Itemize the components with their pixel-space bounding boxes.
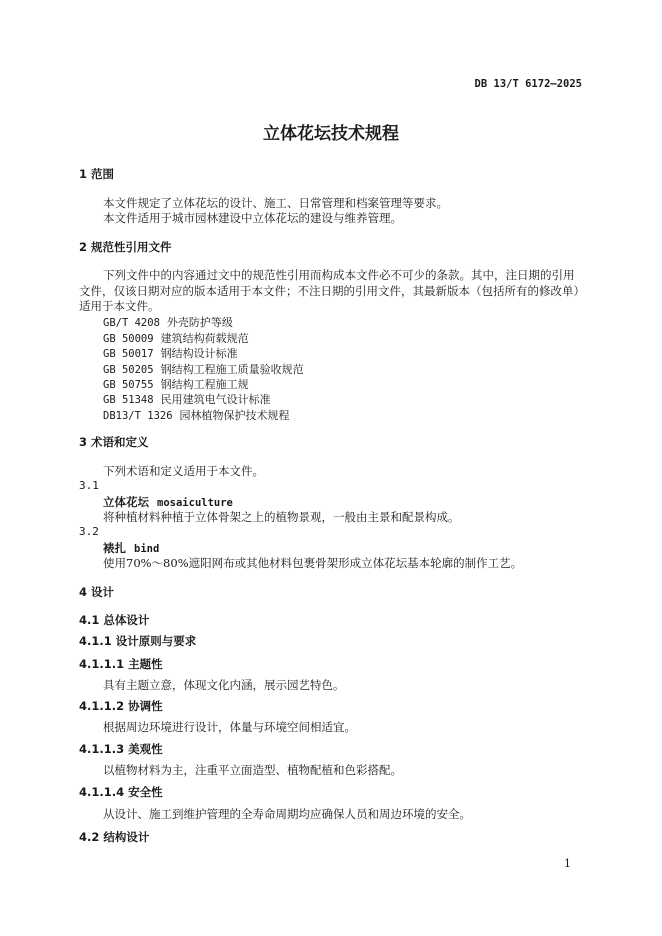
paragraph: 根据周边环境进行设计，体量与环境空间相适宜。 [103,720,356,734]
section-heading-design: 4 设计 [79,585,115,599]
clause-heading: 4.1.1.4 安全性 [79,785,163,799]
page-number: 1 [564,857,571,870]
term-number: 3.1 [79,479,99,492]
reference-title: 建筑结构荷载规范 [160,332,249,345]
paragraph: 从设计、施工到维护管理的全寿命周期均应确保人员和周边环境的安全。 [103,807,471,821]
subsection-heading: 4.1 总体设计 [79,613,150,627]
reference-code: GB 51348 [103,394,154,406]
clause-heading: 4.1.1.1 主题性 [79,657,163,671]
term-chinese: 立体花坛 [103,495,149,509]
term-title [103,494,233,510]
subsection-heading: 4.1.1 设计原则与要求 [79,634,197,648]
term-english: mosaiculture [157,497,233,509]
paragraph: 下列术语和定义适用于本文件。 [103,464,264,478]
reference-code: GB/T 4208 [103,317,160,329]
reference-code: GB 50017 [103,348,154,360]
section-heading-scope: 1 范围 [79,167,115,181]
reference-item [103,407,290,423]
paragraph: 具有主题立意，体现文化内涵，展示园艺特色。 [103,678,345,692]
page-title: 立体花坛技术规程 [263,124,399,144]
term-title [103,540,159,556]
paragraph: 适用于本文件。 [79,299,160,313]
clause-heading: 4.1.1.2 协调性 [79,699,163,713]
term-english: bind [134,543,160,555]
reference-code: GB 50755 [103,379,154,391]
reference-code: DB13/T 1326 [103,410,173,422]
paragraph: 本文件适用于城市园林建设中立体花坛的建设与维养管理。 [103,211,402,225]
reference-item [103,376,249,392]
reference-title: 民用建筑电气设计标准 [160,393,271,406]
reference-item [103,330,249,346]
reference-title: 钢结构工程施工质量验收规范 [160,363,304,376]
term-definition: 将种植材料种植于立体骨架之上的植物景观，一般由主景和配景构成。 [103,510,460,524]
reference-title: 钢结构工程施工规 [160,378,249,391]
reference-item [103,391,271,407]
term-chinese: 裱扎 [103,541,126,555]
document-code: DB 13/T 6172—2025 [474,78,582,90]
reference-title: 钢结构设计标准 [160,347,238,360]
reference-code: GB 50009 [103,333,154,345]
paragraph: 文件，仅该日期对应的版本适用于本文件；不注日期的引用文件，其最新版本（包括所有的修改单） [79,284,585,298]
clause-heading: 4.1.1.3 美观性 [79,742,163,756]
section-heading-terms: 3 术语和定义 [79,435,149,449]
paragraph: 下列文件中的内容通过文中的规范性引用而构成本文件必不可少的条款。其中，注日期的引用 [103,268,575,282]
section-heading-normative-refs: 2 规范性引用文件 [79,240,172,254]
reference-title: 园林植物保护技术规程 [179,409,290,422]
paragraph: 本文件规定了立体花坛的设计、施工、日常管理和档案管理等要求。 [103,196,448,210]
reference-item [103,314,233,330]
paragraph: 以植物材料为主，注重平立面造型、植物配植和色彩搭配。 [103,763,402,777]
reference-item [103,361,304,377]
term-definition: 使用70%～80%遮阳网布或其他材料包裹骨架形成立体花坛基本轮廓的制作工艺。 [103,556,523,570]
reference-item [103,345,238,361]
reference-code: GB 50205 [103,364,154,376]
reference-title: 外壳防护等级 [166,316,233,329]
subsection-heading: 4.2 结构设计 [79,830,150,844]
term-number: 3.2 [79,525,99,538]
